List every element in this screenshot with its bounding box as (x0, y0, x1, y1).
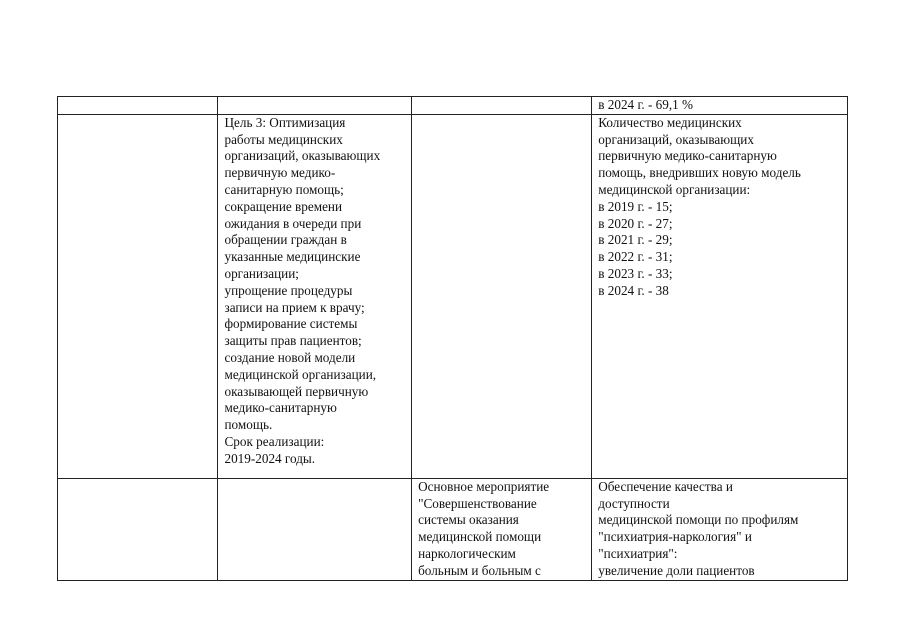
table-cell-r1-c4 (592, 97, 848, 115)
text-line: организаций, оказывающих (598, 131, 754, 147)
text-line: помощь, внедривших новую модель (598, 165, 801, 181)
indicator-cell (592, 114, 848, 478)
text-line: доступности (598, 495, 670, 511)
text-line: "Совершенствование (418, 495, 537, 511)
text-line: формирование системы (224, 316, 358, 332)
table-cell-r3-c1 (58, 478, 218, 580)
text-line: защиты прав пациентов; (224, 333, 362, 349)
table-row (58, 114, 848, 478)
text-line: системы оказания (418, 512, 519, 528)
text-line: первичную медико-санитарную (598, 148, 777, 164)
text-line: медицинской организации: (598, 181, 751, 197)
text-line: больным и больным с (418, 562, 541, 578)
table-row (58, 478, 848, 580)
text-line: в 2020 г. - 27; (598, 215, 673, 231)
table-cell-r3-c2 (218, 478, 412, 580)
main-measure-cell (412, 478, 592, 580)
text-line: помощь. (224, 417, 273, 433)
text-line: медицинской организации, (224, 366, 377, 382)
text-line: Обеспечение качества и (598, 478, 733, 494)
text-line: в 2024 г. - 38 (598, 282, 669, 298)
text-line: увеличение доли пациентов (598, 562, 755, 578)
goal-3-description-cell (218, 114, 412, 478)
table-cell-r1-c3 (412, 97, 592, 115)
text-line: оказывающей первичную (224, 383, 369, 399)
text-line: записи на прием к врачу; (224, 299, 365, 315)
text-line: наркологическим (418, 545, 516, 561)
text-line: "психиатрия-наркология" и (598, 529, 752, 545)
table-cell-r1-c2 (218, 97, 412, 115)
text-line: в 2021 г. - 29; (598, 232, 673, 248)
text-line: медицинской помощи по профилям (598, 512, 799, 528)
table-cell-r1-c1 (58, 97, 218, 115)
table-row (58, 97, 848, 115)
document-table (57, 96, 848, 581)
text-line: Цель 3: Оптимизация (224, 114, 346, 130)
quality-indicator-cell (592, 478, 848, 580)
text-line: ожидания в очереди при (224, 215, 362, 231)
text-line: Срок реализации: (224, 433, 325, 449)
text-line: санитарную помощь; (224, 181, 344, 197)
text-line: сокращение времени (224, 198, 343, 214)
text-line: в 2024 г. - 69,1 % (598, 97, 694, 112)
text-line: 2019-2024 годы. (224, 450, 316, 466)
text-line: создание новой модели (224, 349, 356, 365)
text-line: указанные медицинские (224, 249, 361, 265)
text-line: работы медицинских (224, 131, 343, 147)
text-line: медико-санитарную (224, 400, 337, 416)
text-line: Основное мероприятие (418, 478, 550, 494)
text-line: в 2019 г. - 15; (598, 198, 673, 214)
text-line: упрощение процедуры (224, 282, 353, 298)
text-line: Количество медицинских (598, 114, 742, 130)
table-cell-r2-c3 (412, 114, 592, 478)
text-line: медицинской помощи (418, 529, 542, 545)
text-line: первичную медико- (224, 165, 336, 181)
table-cell-r2-c1 (58, 114, 218, 478)
text-line: организаций, оказывающих (224, 148, 381, 164)
text-line: организации; (224, 265, 299, 281)
text-line: в 2022 г. - 31; (598, 249, 673, 265)
text-line: в 2023 г. - 33; (598, 265, 673, 281)
text-line: "психиатрия": (598, 545, 678, 561)
text-line: обращении граждан в (224, 232, 347, 248)
